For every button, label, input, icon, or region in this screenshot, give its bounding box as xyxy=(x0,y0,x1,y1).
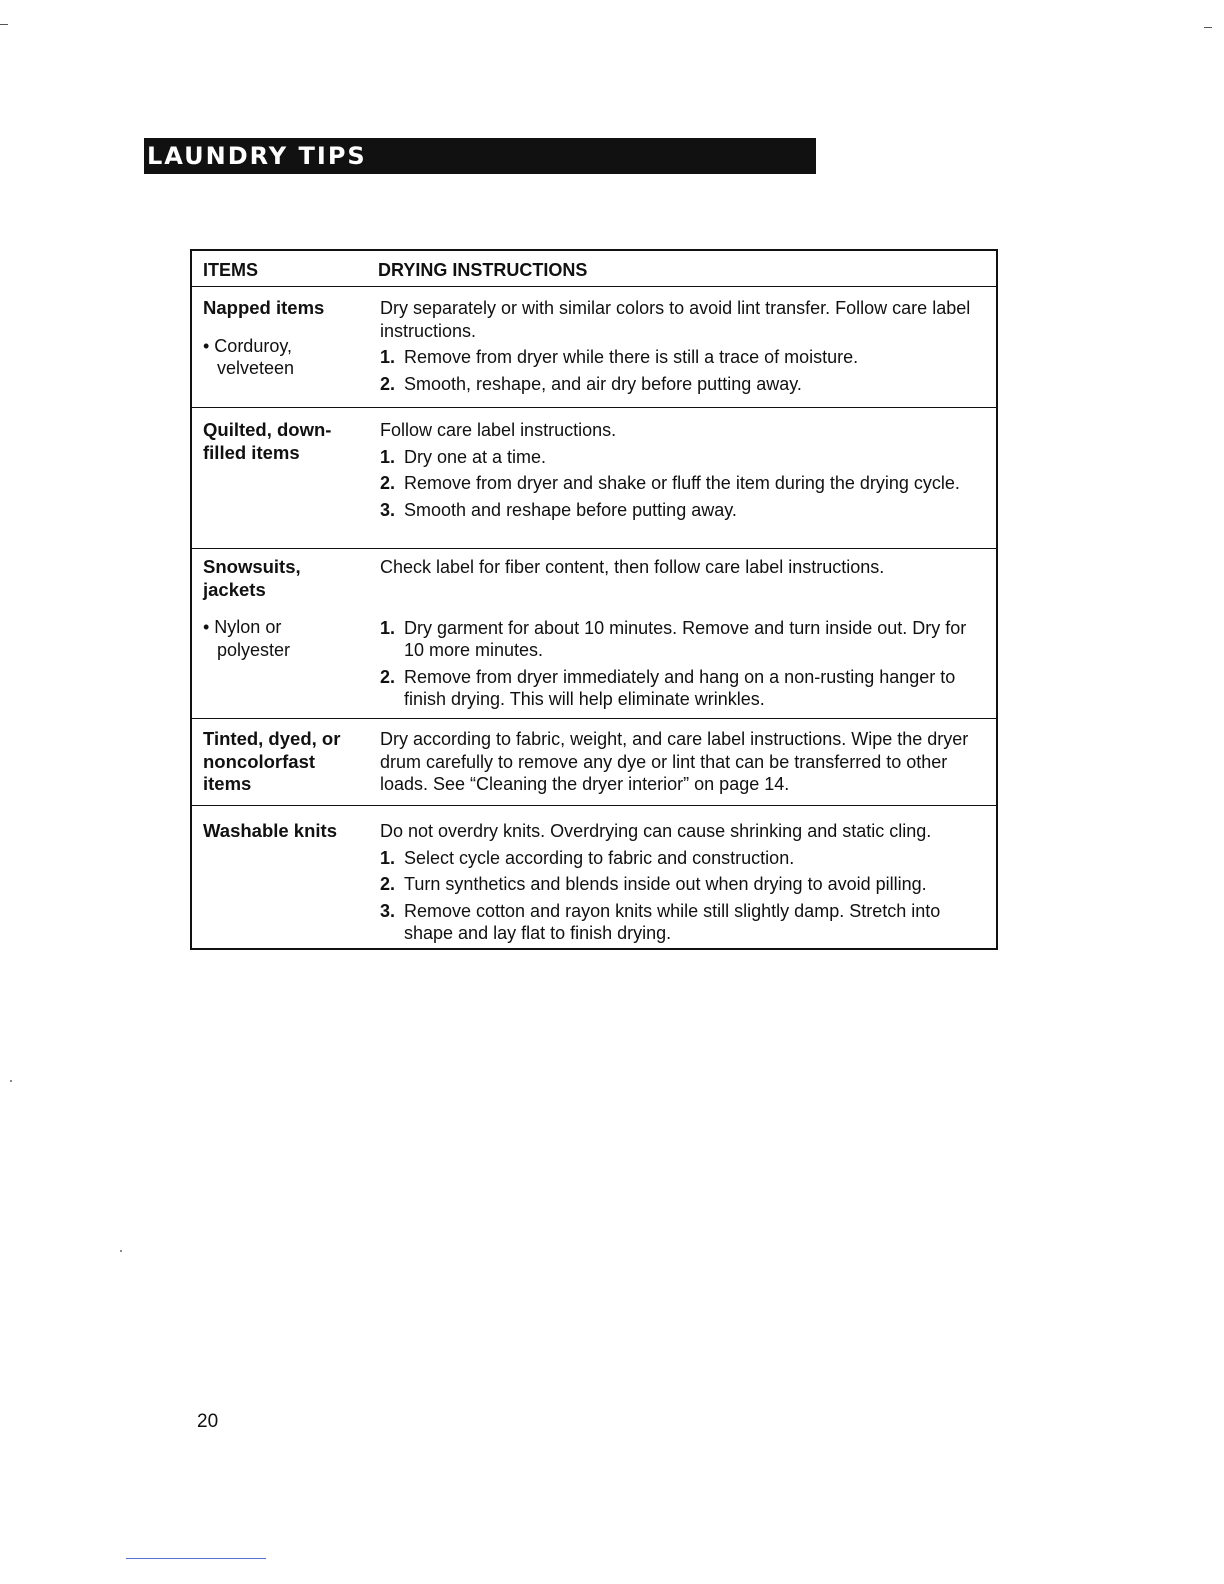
column-header-items: ITEMS xyxy=(203,260,259,280)
item-cell xyxy=(203,728,373,796)
step-number: 2. xyxy=(380,473,396,493)
item-cell xyxy=(203,419,373,464)
instruction-step xyxy=(380,499,990,522)
column-header-instructions: DRYING INSTRUCTIONS xyxy=(378,260,588,280)
step-number: 3. xyxy=(380,499,396,520)
step-number: 2. xyxy=(380,666,396,687)
page-number: 20 xyxy=(197,1411,219,1432)
step-number: 1. xyxy=(380,847,396,868)
instructions-cell xyxy=(380,820,990,945)
step-number: 1. xyxy=(380,617,396,638)
item-cell xyxy=(203,297,373,380)
instruction-step xyxy=(380,847,990,870)
crop-mark-left xyxy=(0,24,8,25)
table-header-row xyxy=(192,251,996,287)
step-number: 3. xyxy=(380,900,396,921)
instructions-cell xyxy=(380,419,990,521)
instructions-cell xyxy=(380,297,990,395)
table-row xyxy=(192,719,996,806)
instruction-intro: Do not overdry knits. Overdrying can cause shrinking and static cling. xyxy=(380,821,932,841)
item-title: Napped items xyxy=(203,297,325,318)
instruction-step xyxy=(380,900,990,945)
instructions-cell xyxy=(380,728,990,796)
step-text: Turn synthetics and blends inside out when drying to avoid pilling. xyxy=(404,874,927,894)
instruction-intro: Dry according to fabric, weight, and care label instructions. Wipe the dryer drum carefully to remove any dye or lint that can be transferred to other loads. See “Cleaning the dryer interior” on page 14. xyxy=(380,729,969,794)
table-row xyxy=(192,549,996,719)
scan-speck xyxy=(120,1250,122,1252)
step-text: Dry one at a time. xyxy=(404,446,547,467)
item-subtype: • Nylon or polyester xyxy=(203,617,291,660)
table-row xyxy=(192,408,996,549)
item-subtype: • Corduroy, velveteen xyxy=(203,335,295,378)
instruction-step xyxy=(380,373,990,396)
instruction-step xyxy=(380,346,990,369)
instruction-intro: Check label for fiber content, then follow care label instructions. xyxy=(380,557,885,577)
step-text: Remove from dryer immediately and hang on a non-rusting hanger to finish drying. This will help eliminate wrinkles. xyxy=(404,666,956,709)
step-number: 2. xyxy=(380,874,396,894)
step-text: Remove from dryer and shake or fluff the item during the drying cycle. xyxy=(404,473,960,493)
instruction-step xyxy=(380,666,990,711)
item-cell xyxy=(203,556,373,661)
instruction-step xyxy=(380,472,990,495)
step-text: Select cycle according to fabric and construction. xyxy=(404,847,795,868)
step-text: Remove from dryer while there is still a trace of moisture. xyxy=(404,347,859,367)
item-title: Snowsuits, jackets xyxy=(203,556,301,600)
step-text: Smooth, reshape, and air dry before putting away. xyxy=(404,373,802,394)
step-text: Smooth and reshape before putting away. xyxy=(404,499,737,520)
table-row xyxy=(192,806,996,948)
instruction-step xyxy=(380,617,990,662)
item-title: Tinted, dyed, or noncolorfast items xyxy=(203,728,341,794)
instruction-intro: Follow care label instructions. xyxy=(380,420,617,440)
step-number: 2. xyxy=(380,373,396,394)
crop-mark-right xyxy=(1204,27,1212,28)
step-number: 1. xyxy=(380,347,396,367)
item-title: Washable knits xyxy=(203,820,337,841)
instructions-cell xyxy=(380,556,990,711)
step-text: Dry garment for about 10 minutes. Remove and turn inside out. Dry for 10 more minutes. xyxy=(404,617,967,660)
scan-speck xyxy=(10,1080,12,1082)
footer-rule xyxy=(126,1558,266,1559)
instruction-step xyxy=(380,446,990,469)
section-banner xyxy=(144,138,816,174)
laundry-tips-table xyxy=(190,249,998,950)
section-title: LAUNDRY TIPS xyxy=(147,142,367,170)
table-row xyxy=(192,287,996,408)
step-text: Remove cotton and rayon knits while still slightly damp. Stretch into shape and lay flat to finish drying. xyxy=(404,900,941,943)
item-cell xyxy=(203,820,373,843)
instruction-step xyxy=(380,873,990,896)
instruction-intro: Dry separately or with similar colors to avoid lint transfer. Follow care label instructions. xyxy=(380,298,971,341)
step-number: 1. xyxy=(380,446,396,467)
item-title: Quilted, down-filled items xyxy=(203,419,332,463)
